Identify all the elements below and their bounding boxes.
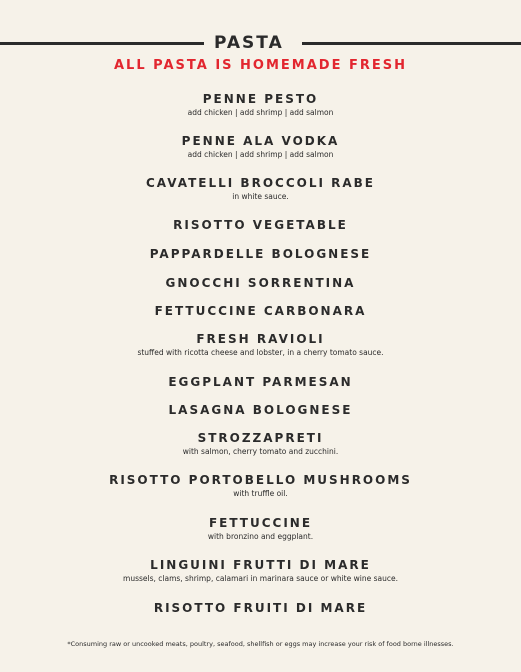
menu-item-name: LINGUINI FRUTTI DI MARE [150, 558, 371, 572]
menu-item-name: PAPPARDELLE BOLOGNESE [149, 247, 372, 261]
menu-item [0, 601, 521, 621]
menu-item-description: mussels, clams, shrimp, calamari in marinara sauce or white wine sauce. [123, 574, 398, 583]
section-title: PASTA [214, 33, 284, 53]
menu-item-name: CAVATELLI BROCCOLI RABE [146, 176, 375, 190]
menu-item [0, 247, 521, 276]
menu-item-name: EGGPLANT PARMESAN [168, 375, 353, 389]
menu-item [0, 375, 521, 403]
menu-item-name: RISOTTO VEGETABLE [173, 218, 348, 232]
header-rule-right [302, 42, 521, 45]
menu-item-description: in white sauce. [232, 192, 289, 201]
menu-item [0, 176, 521, 218]
section-header [0, 32, 521, 54]
menu-item-name: FRESH RAVIOLI [196, 332, 325, 346]
menu-item-name: LASAGNA BOLOGNESE [168, 403, 353, 417]
footnote-disclaimer: *Consuming raw or uncooked meats, poultry, seafood, shellfish or eggs may increase your risk of food borne illnesses. [67, 640, 454, 648]
menu-item-description: with bronzino and eggplant. [207, 532, 314, 541]
section-subtitle: ALL PASTA IS HOMEMADE FRESH [113, 58, 408, 73]
menu-item [0, 304, 521, 332]
menu-item-description: stuffed with ricotta cheese and lobster, in a cherry tomato sauce. [137, 348, 384, 357]
menu-item [0, 92, 521, 134]
menu-item-name: PENNE ALA VODKA [181, 134, 340, 148]
menu-item [0, 473, 521, 516]
menu-item-description: add chicken | add shrimp | add salmon [187, 108, 334, 117]
menu-item-name: STROZZAPRETI [197, 431, 324, 445]
menu-item-description: with salmon, cherry tomato and zucchini. [182, 447, 339, 456]
menu-item-description: add chicken | add shrimp | add salmon [187, 150, 334, 159]
menu-item [0, 558, 521, 601]
menu-item-name: FETTUCCINE CARBONARA [154, 304, 367, 318]
header-rule-left [0, 42, 204, 45]
menu-item [0, 403, 521, 431]
menu-list [0, 92, 521, 621]
menu-item [0, 218, 521, 247]
menu-item [0, 332, 521, 375]
menu-item [0, 276, 521, 304]
menu-item-name: GNOCCHI SORRENTINA [165, 276, 356, 290]
menu-item-name: RISOTTO FRUITI DI MARE [153, 601, 368, 615]
menu-item-name: PENNE PESTO [202, 92, 319, 106]
menu-item [0, 516, 521, 558]
menu-item-description: with truffle oil. [233, 489, 288, 498]
menu-item [0, 134, 521, 176]
menu-item-name: RISOTTO PORTOBELLO MUSHROOMS [109, 473, 412, 487]
menu-item [0, 431, 521, 473]
menu-item-name: FETTUCCINE [208, 516, 313, 530]
